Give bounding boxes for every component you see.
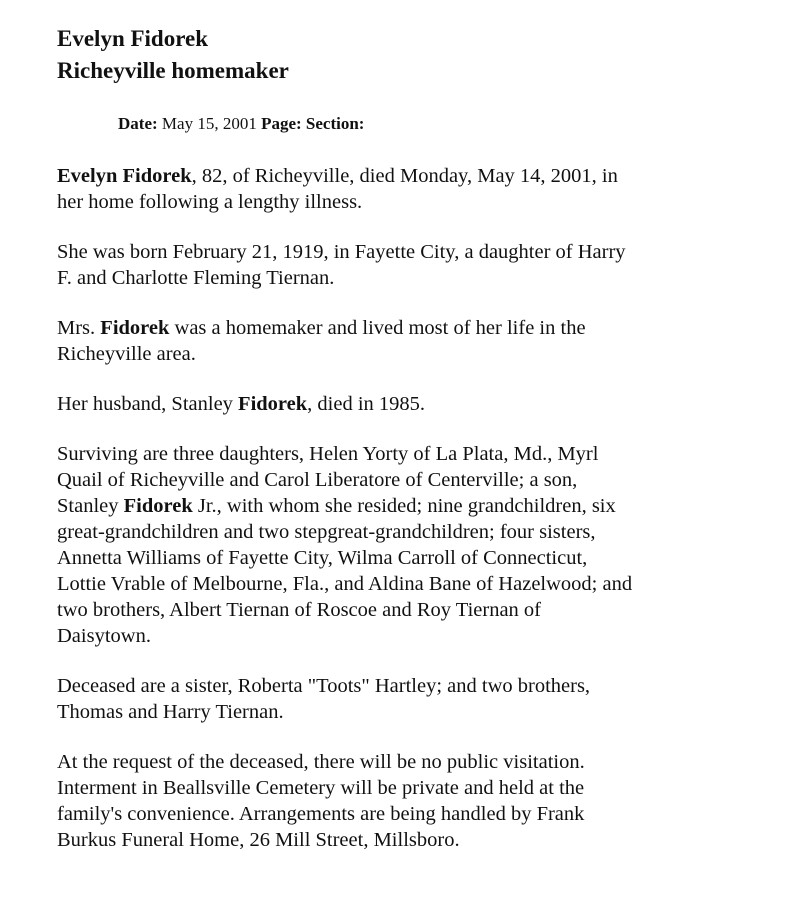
section-label: Section:: [305, 114, 365, 133]
paragraph-text: Deceased are a sister, Roberta "Toots" Hartley; and two brothers,: [57, 675, 591, 697]
article-paragraph: [57, 239, 757, 291]
paragraph-text: Richeyville area.: [57, 343, 196, 365]
paragraph-text: Annetta Williams of Fayette City, Wilma Carroll of Connecticut,: [57, 547, 588, 569]
article-paragraph: [57, 441, 757, 649]
paragraph-text: Interment in Beallsville Cemetery will be private and held at the: [57, 777, 585, 799]
article-title: Evelyn Fidorek: [57, 26, 209, 51]
article-paragraph: [57, 749, 757, 853]
article-meta: [118, 113, 364, 135]
name-emphasis: Fidorek: [123, 495, 193, 517]
article-paragraph: [57, 163, 757, 215]
paragraph-text: Mrs.: [57, 317, 101, 339]
paragraph-text: Jr., with whom she resided; nine grandchildren, six: [192, 495, 616, 517]
article-paragraph: [57, 391, 757, 417]
paragraph-text: At the request of the deceased, there will be no public visitation.: [57, 751, 585, 773]
paragraph-text: F. and Charlotte Fleming Tiernan.: [57, 267, 335, 289]
name-emphasis: Fidorek: [238, 393, 308, 415]
paragraph-text: , died in 1985.: [307, 393, 426, 415]
paragraph-text: Her husband, Stanley: [57, 393, 239, 415]
paragraph-text: Stanley: [57, 495, 124, 517]
paragraph-text: family's convenience. Arrangements are being handled by Frank: [57, 803, 585, 825]
paragraph-text: her home following a lengthy illness.: [57, 191, 363, 213]
date-label: Date:: [118, 114, 158, 133]
paragraph-text: Lottie Vrable of Melbourne, Fla., and Aldina Bane of Hazelwood; and: [57, 573, 633, 595]
paragraph-text: Surviving are three daughters, Helen Yorty of La Plata, Md., Myrl: [57, 443, 599, 465]
paragraph-text: , 82, of Richeyville, died Monday, May 14, 2001, in: [191, 165, 618, 187]
name-emphasis: Fidorek: [100, 317, 170, 339]
paragraph-text: Thomas and Harry Tiernan.: [57, 701, 284, 723]
paragraph-text: Burkus Funeral Home, 26 Mill Street, Millsboro.: [57, 829, 460, 851]
page-label: Page:: [261, 114, 302, 133]
article-paragraph: [57, 315, 757, 367]
paragraph-text: two brothers, Albert Tiernan of Roscoe and Roy Tiernan of: [57, 599, 541, 621]
paragraph-text: She was born February 21, 1919, in Fayette City, a daughter of Harry: [57, 241, 626, 263]
paragraph-text: Daisytown.: [57, 625, 151, 647]
paragraph-text: great-grandchildren and two stepgreat-grandchildren; four sisters,: [57, 521, 596, 543]
article-body: [57, 163, 757, 877]
date-value: May 15, 2001: [161, 114, 257, 133]
name-emphasis: Evelyn Fidorek: [57, 165, 192, 187]
paragraph-text: Quail of Richeyville and Carol Liberatore of Centerville; a son,: [57, 469, 578, 491]
article-paragraph: [57, 673, 757, 725]
paragraph-text: was a homemaker and lived most of her life in the: [169, 317, 586, 339]
article-subtitle: Richeyville homemaker: [57, 58, 289, 83]
